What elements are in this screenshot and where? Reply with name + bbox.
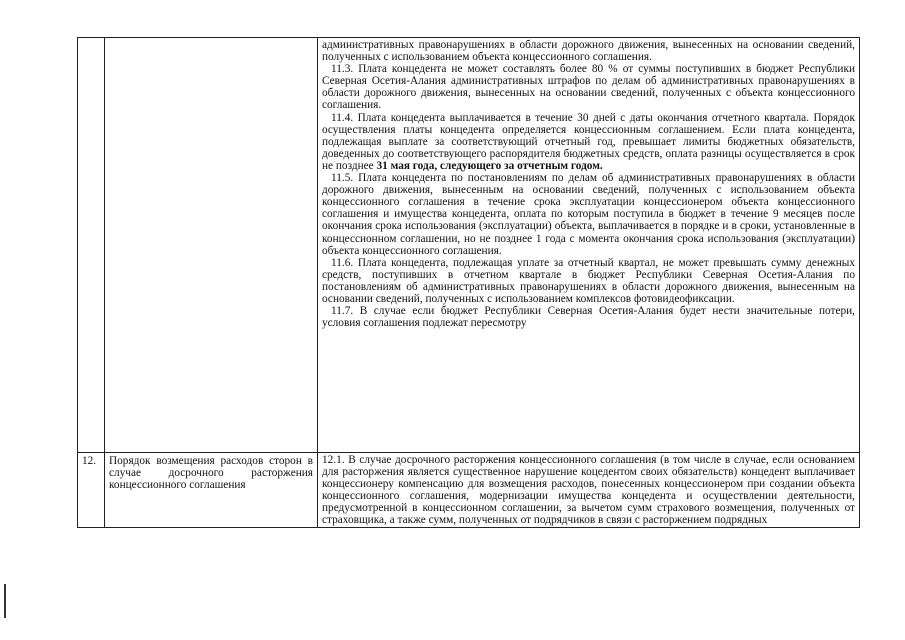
section-title-cell [105, 38, 318, 453]
clause-11-4-deadline: 31 мая года, следующего за отчетным годом. [376, 159, 603, 172]
section-title-cell: Порядок возмещения расходов сторон в случае досрочного расторжения концессионного соглашения [105, 453, 318, 528]
clause-11-5: 11.5. Плата концедента по постановлениям по делам об административных правонарушениях в области дорожного движения, вынесенным на основании сведений, полученных с использованием объекта концессионного соглашения в течение срока эксплуатации концессионером объекта концессионного соглашения и имущества концедента, оплата по которым поступила в бюджет в течение 9 месяцев после окончания срока использования (эксплуатации) объекта, выплачивается в порядке и в сроки, установленные в концессионном соглашении, но не позднее 1 года с момента окончания срока использования (эксплуатации) объекта концессионного соглашения. [322, 172, 855, 257]
scan-margin-mark [4, 584, 6, 618]
table-row-section-12 [78, 453, 860, 528]
section-content-cell [318, 453, 860, 528]
section-content-cell [318, 38, 860, 453]
table-row-section-11-continued [78, 38, 860, 453]
clause-11-4: 11.4. Плата концедента выплачивается в течение 30 дней с даты окончания отчетного квартала. Порядок осуществления платы концедента определяется концессионным соглашением. Если плата концедента, подлежащая выплате за соответствующий отчетный год, превышает лимиты бюджетных обязательств, доведенных до соответствующего распорядителя бюджетных средств, оплата разницы осуществляется в срок не позднее 31 мая года, следующего за отчетным годом. [322, 111, 855, 172]
clause-11-3: 11.3. Плата концедента не может составлять более 80 % от суммы поступивших в бюджет Республики Северная Осетия-Алания административных штрафов по делам об административных правонарушениях в области дорожного движения, вынесенных на основании сведений, полученных с объекта концессионного соглашения. [322, 63, 855, 112]
clause-11-2-tail: административных правонарушениях в области дорожного движения, вынесенных на основании сведений, полученных с использованием объекта концессионного соглашения. [322, 39, 855, 64]
section-number-cell: 12. [78, 453, 105, 528]
clause-12-1: 12.1. В случае досрочного расторжения концессионного соглашения (в том числе в случае, если основанием для расторжения является существенное нарушение коцедентом своих обязательств) концедент выплачивает концессионеру компенсацию для возмещения расходов, понесенных концессионером при создании объекта концессионного соглашения, модернизации имущества концедента и осуществлении деятельности, предусмотренной в концессионном соглашении, за вычетом сумм страхового возмещения, полученных от страховщика, а также сумм, полученных от подрядчиков в связи с расторжением подрядных [322, 454, 855, 527]
clause-11-7: 11.7. В случае если бюджет Республики Северная Осетия-Алания будет нести значительные потери, условия соглашения подлежат пересмотру [322, 305, 855, 330]
section-number-cell [78, 38, 105, 453]
clause-11-6: 11.6. Плата концедента, подлежащая уплате за отчетный квартал, не может превышать сумму денежных средств, поступивших в отчетном квартале в бюджет Республики Северная Осетия-Алания по постановлениям об административных правонарушениях в области дорожного движения, вынесенным на основании сведений, полученных с использованием комплексов фотовидеофиксации. [322, 256, 855, 305]
document-table [77, 37, 860, 528]
